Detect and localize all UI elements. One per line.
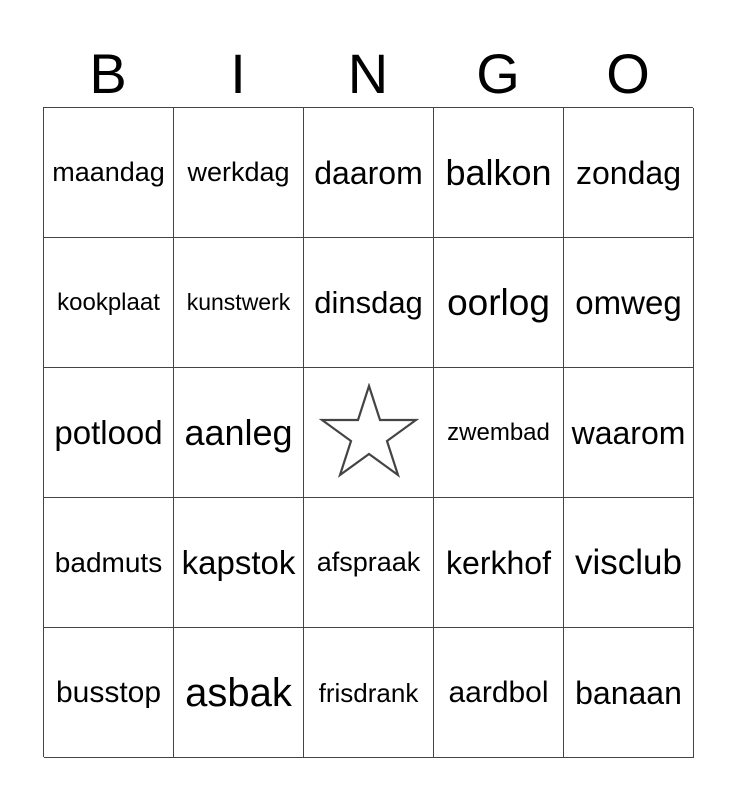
free-space-cell[interactable] — [304, 368, 434, 498]
bingo-cell[interactable]: aardbol — [434, 628, 564, 758]
bingo-cell[interactable]: daarom — [304, 108, 434, 238]
header-letter-b: B — [89, 42, 127, 105]
header-letter-g: G — [476, 42, 520, 105]
bingo-cell[interactable]: maandag — [44, 108, 174, 238]
bingo-cell[interactable]: kerkhof — [434, 498, 564, 628]
bingo-cell[interactable]: dinsdag — [304, 238, 434, 368]
bingo-cell[interactable]: frisdrank — [304, 628, 434, 758]
bingo-cell[interactable]: oorlog — [434, 238, 564, 368]
bingo-card — [43, 107, 693, 757]
bingo-cell[interactable]: visclub — [564, 498, 694, 628]
bingo-cell[interactable]: aanleg — [174, 368, 304, 498]
bingo-cell[interactable]: kapstok — [174, 498, 304, 628]
star-icon — [319, 383, 419, 483]
bingo-cell[interactable]: badmuts — [44, 498, 174, 628]
bingo-cell[interactable]: kookplaat — [44, 238, 174, 368]
bingo-header — [43, 40, 693, 108]
header-letter-n: N — [347, 42, 389, 105]
header-letter-o: O — [606, 42, 650, 105]
bingo-cell[interactable]: potlood — [44, 368, 174, 498]
bingo-cell[interactable]: waarom — [564, 368, 694, 498]
bingo-cell[interactable]: asbak — [174, 628, 304, 758]
bingo-cell[interactable]: banaan — [564, 628, 694, 758]
header-letter-i: I — [230, 42, 246, 105]
bingo-cell[interactable]: busstop — [44, 628, 174, 758]
bingo-cell[interactable]: balkon — [434, 108, 564, 238]
bingo-cell[interactable]: afspraak — [304, 498, 434, 628]
bingo-cell[interactable]: zwembad — [434, 368, 564, 498]
bingo-cell[interactable]: omweg — [564, 238, 694, 368]
bingo-cell[interactable]: werkdag — [174, 108, 304, 238]
bingo-cell[interactable]: zondag — [564, 108, 694, 238]
bingo-cell[interactable]: kunstwerk — [174, 238, 304, 368]
